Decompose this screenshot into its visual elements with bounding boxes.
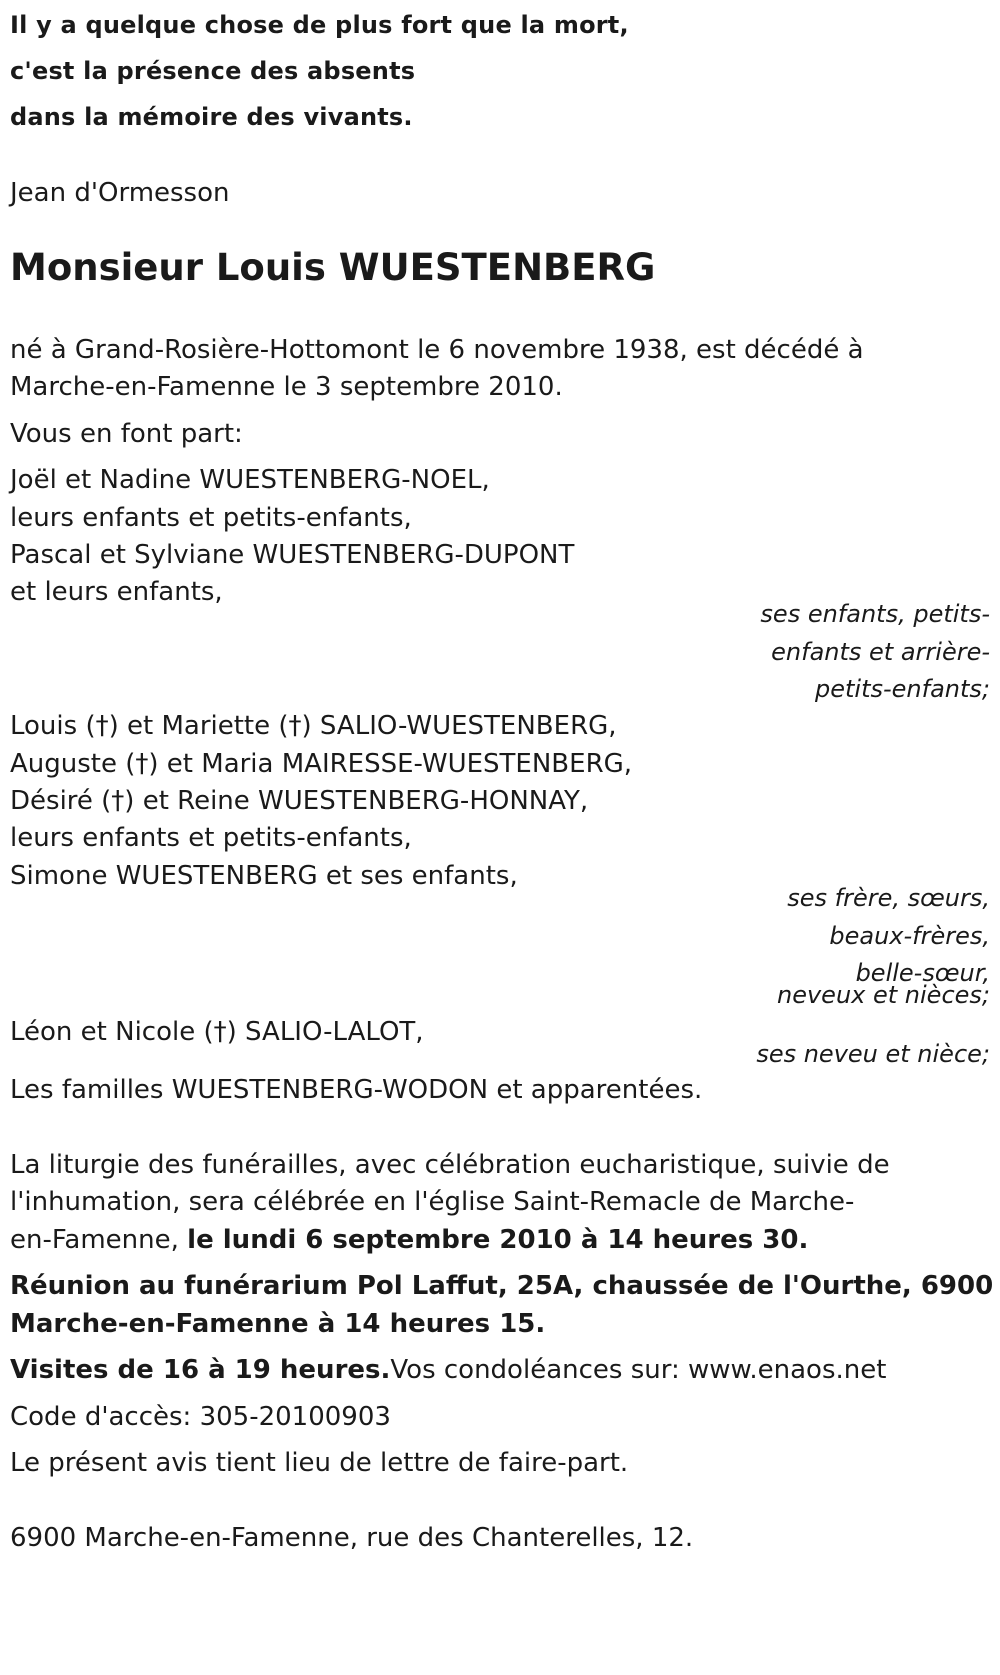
relation-label: ses enfants, petits- bbox=[760, 600, 990, 628]
reunion-line-2: Marche-en-Famenne à 14 heures 15. bbox=[10, 1309, 546, 1339]
family-line: Léon et Nicole (†) SALIO-LALOT, bbox=[10, 1017, 424, 1047]
liturgy-line-1: La liturgie des funérailles, avec célébration eucharistique, suivie de bbox=[10, 1150, 890, 1180]
liturgy-line-2: l'inhumation, sera célébrée en l'église Saint-Remacle de Marche- bbox=[10, 1187, 855, 1217]
quote-line-3: dans la mémoire des vivants. bbox=[10, 103, 413, 131]
liturgy-date: le lundi 6 septembre 2010 à 14 heures 30. bbox=[187, 1225, 809, 1255]
families-line: Les familles WUESTENBERG-WODON et apparentées. bbox=[10, 1075, 703, 1105]
relation-label: belle-sœur, bbox=[855, 959, 990, 987]
page-title: Monsieur Louis WUESTENBERG bbox=[10, 246, 656, 289]
notice-line: Le présent avis tient lieu de lettre de faire-part. bbox=[10, 1448, 629, 1478]
family-line: Auguste (†) et Maria MAIRESSE-WUESTENBERG, bbox=[10, 749, 633, 779]
family-line: Pascal et Sylviane WUESTENBERG-DUPONT bbox=[10, 540, 575, 570]
family-line: Désiré (†) et Reine WUESTENBERG-HONNAY, bbox=[10, 786, 589, 816]
relation-label: ses neveu et nièce; bbox=[756, 1040, 990, 1068]
birth-death-line-2: Marche-en-Famenne le 3 septembre 2010. bbox=[10, 372, 563, 402]
relation-label: neveux et nièces; bbox=[777, 981, 990, 1009]
family-line: Simone WUESTENBERG et ses enfants, bbox=[10, 861, 518, 891]
liturgy-place: en-Famenne, bbox=[10, 1225, 179, 1255]
family-line: Louis (†) et Mariette (†) SALIO-WUESTENBERG, bbox=[10, 711, 617, 741]
relation-label: petits-enfants; bbox=[815, 675, 990, 703]
birth-death-line-1: né à Grand-Rosière-Hottomont le 6 novembre 1938, est décédé à bbox=[10, 335, 864, 365]
liturgy-line-3 bbox=[10, 1227, 808, 1253]
quote-author: Jean d'Ormesson bbox=[10, 178, 230, 208]
family-line: leurs enfants et petits-enfants, bbox=[10, 823, 412, 853]
visits-hours: Visites de 16 à 19 heures. bbox=[10, 1355, 391, 1385]
address: 6900 Marche-en-Famenne, rue des Chanterelles, 12. bbox=[10, 1523, 694, 1553]
relation-label: enfants et arrière- bbox=[771, 638, 990, 666]
announcement-intro: Vous en font part: bbox=[10, 419, 243, 449]
quote-line-2: c'est la présence des absents bbox=[10, 57, 416, 85]
condolences-link[interactable]: Vos condoléances sur: www.enaos.net bbox=[390, 1355, 887, 1385]
quote-line-1: Il y a quelque chose de plus fort que la mort, bbox=[10, 11, 629, 39]
visits-line bbox=[10, 1357, 886, 1383]
family-line: et leurs enfants, bbox=[10, 577, 223, 607]
relation-label: beaux-frères, bbox=[829, 922, 990, 950]
family-line: Joël et Nadine WUESTENBERG-NOEL, bbox=[10, 465, 490, 495]
reunion-line-1: Réunion au funérarium Pol Laffut, 25A, chaussée de l'Ourthe, 6900 bbox=[10, 1271, 994, 1301]
family-line: leurs enfants et petits-enfants, bbox=[10, 503, 412, 533]
access-code: Code d'accès: 305-20100903 bbox=[10, 1402, 391, 1432]
relation-label: ses frère, sœurs, bbox=[787, 884, 990, 912]
